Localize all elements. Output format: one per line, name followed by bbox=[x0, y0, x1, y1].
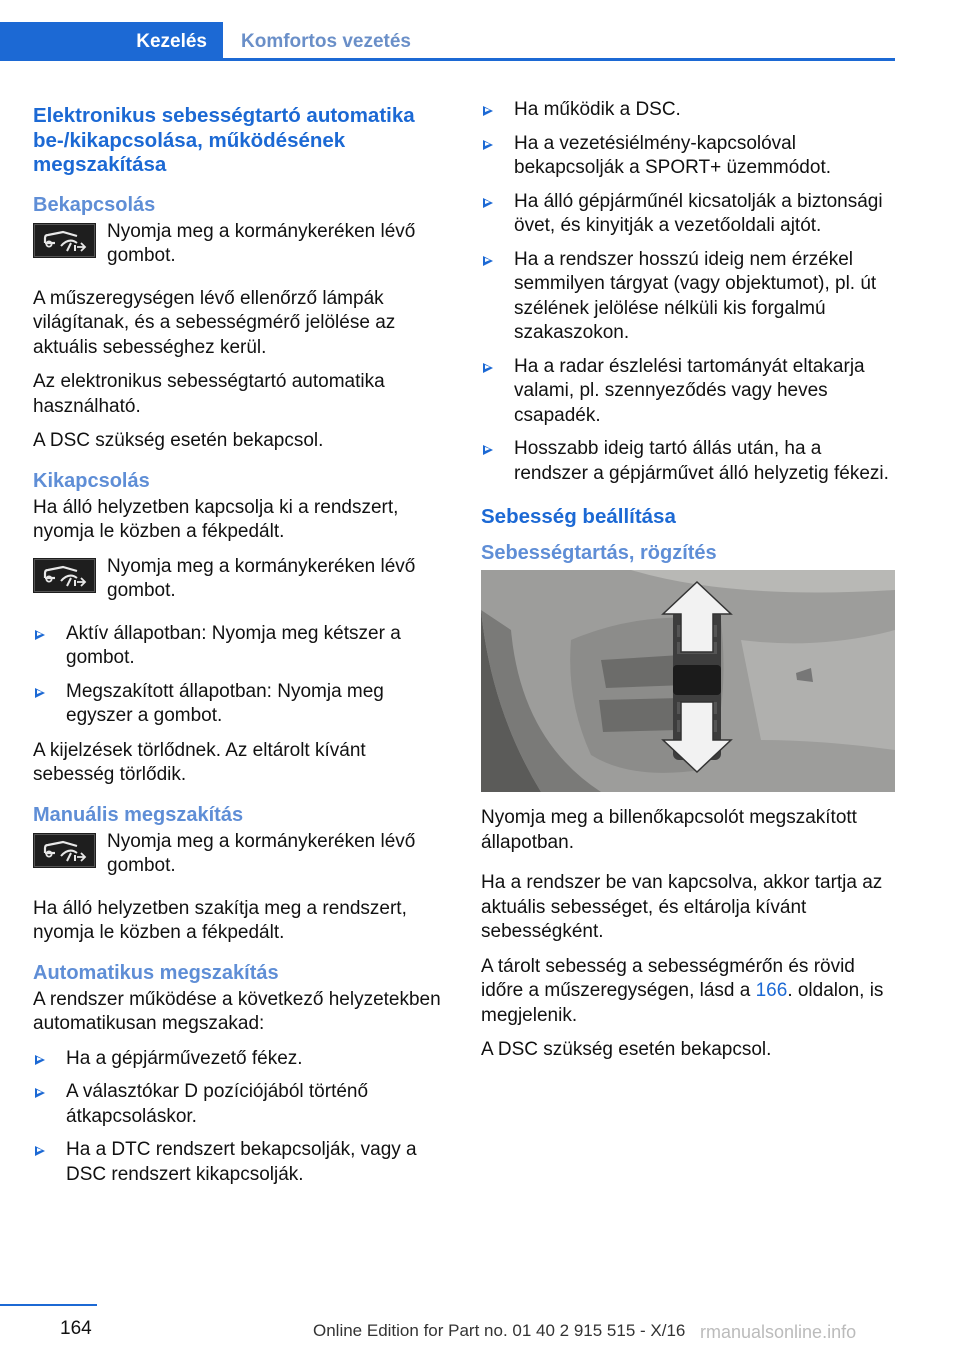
list-item: Ha a gépjárművezető fékez. bbox=[33, 1047, 448, 1072]
page-link[interactable]: 166 bbox=[755, 980, 788, 1001]
icon-instruction bbox=[33, 830, 448, 879]
triangle-bullet-icon bbox=[35, 1088, 45, 1098]
heading-kikapcsolas: Kikapcsolás bbox=[33, 469, 150, 492]
edition-text: Online Edition for Part no. 01 40 2 915 515 - X/16 bbox=[313, 1321, 686, 1340]
section-title: Elektronikus sebességtartó automatika be-/kikapcsolása, működésének megszakítása bbox=[33, 104, 415, 176]
list-item: Hosszabb ideig tartó állás után, ha a rendszer a gépjárművet álló helyzetig fékezi. bbox=[481, 437, 895, 486]
heading-sebesseg-beallitasa: Sebesség beállítása bbox=[481, 505, 676, 528]
list-item: Ha a rendszer hosszú ideig nem érzékel semmilyen tárgyat (vagy objektumot), pl. út szélének jelölése nélküli kis forgalmú szakaszokon. bbox=[481, 248, 895, 346]
icon-instruction bbox=[33, 220, 448, 269]
bullet-list bbox=[33, 622, 448, 729]
list-item: Ha a vezetésiélmény-kapcsolóval bekapcsolják a SPORT+ üzemmódot. bbox=[481, 132, 895, 181]
triangle-bullet-icon bbox=[35, 688, 45, 698]
steering-wheel-switch-photo bbox=[481, 570, 895, 792]
instruction-text: Nyomja meg a kormánykeréken lévő gombot. bbox=[107, 830, 416, 876]
triangle-bullet-icon bbox=[35, 1146, 45, 1156]
watermark: rmanualsonline.info bbox=[700, 1322, 857, 1342]
paragraph: A rendszer működése a következő helyzetekben automatikusan megszakad: bbox=[33, 988, 441, 1034]
paragraph: A kijelzések törlődnek. Az eltárolt kívánt sebesség törlődik. bbox=[33, 739, 366, 785]
list-item: Ha álló gépjárműnél kicsatolják a biztonsági övet, és kinyitják a vezetőoldali ajtót. bbox=[481, 190, 895, 239]
heading-bekapcsolas: Bekapcsolás bbox=[33, 193, 156, 216]
paragraph: A tárolt sebesség a sebességmérőn és rövid időre a műszeregységen, lásd a 166. oldalon, is megjelenik. bbox=[481, 955, 884, 1026]
triangle-bullet-icon bbox=[483, 256, 493, 266]
tab-komfortos-vezetes[interactable]: Komfortos vezetés bbox=[241, 30, 411, 52]
instruction-text: Nyomja meg a kormánykeréken lévő gombot. bbox=[107, 220, 416, 266]
bullet-list bbox=[481, 98, 895, 486]
triangle-bullet-icon bbox=[483, 140, 493, 150]
page-number: 164 bbox=[60, 1318, 92, 1339]
triangle-bullet-icon bbox=[35, 1055, 45, 1065]
heading-automatikus-megszakitas: Automatikus megszakítás bbox=[33, 961, 279, 984]
cruise-control-button-icon bbox=[33, 223, 96, 258]
bullet-list bbox=[33, 1047, 448, 1188]
heading-manualis-megszakitas: Manuális megszakítás bbox=[33, 803, 244, 826]
list-item: Ha működik a DSC. bbox=[481, 98, 895, 123]
heading-sebessegtartas-rogzites: Sebességtartás, rögzítés bbox=[481, 542, 717, 564]
triangle-bullet-icon bbox=[483, 106, 493, 116]
cruise-control-button-icon bbox=[33, 558, 96, 593]
instruction-text: Nyomja meg a kormánykeréken lévő gombot. bbox=[107, 555, 416, 601]
paragraph: A DSC szükség esetén bekapcsol. bbox=[481, 1039, 772, 1060]
triangle-bullet-icon bbox=[35, 630, 45, 640]
list-item: Ha a DTC rendszert bekapcsolják, vagy a DSC rendszert kikapcsolják. bbox=[33, 1138, 448, 1187]
list-item: A választókar D pozíciójából történő átkapcsoláskor. bbox=[33, 1080, 448, 1129]
list-item: Ha a radar észlelési tartományát eltakarja valami, pl. szennyeződés vagy heves csapadék. bbox=[481, 355, 895, 429]
paragraph: A DSC szükség esetén bekapcsol. bbox=[33, 430, 324, 451]
footer-rule bbox=[0, 1304, 97, 1306]
cruise-control-button-icon bbox=[33, 833, 96, 868]
paragraph: Ha álló helyzetben kapcsolja ki a rendszert, nyomja le közben a fékpedált. bbox=[33, 496, 399, 542]
paragraph: Ha a rendszer be van kapcsolva, akkor tartja az aktuális sebességet, és eltárolja kívánt sebességként. bbox=[481, 872, 883, 942]
icon-instruction bbox=[33, 555, 448, 604]
paragraph: A műszeregységen lévő ellenőrző lámpák világítanak, és a sebességmérő jelölése az aktuális sebességhez kerül. bbox=[33, 287, 396, 358]
list-item: Megszakított állapotban: Nyomja meg egyszer a gombot. bbox=[33, 680, 448, 729]
tab-kezeles[interactable]: Kezelés bbox=[0, 22, 223, 61]
left-column bbox=[33, 98, 448, 1197]
list-item: Aktív állapotban: Nyomja meg kétszer a gombot. bbox=[33, 622, 448, 671]
right-column bbox=[481, 98, 895, 1073]
paragraph: Ha álló helyzetben szakítja meg a rendszert, nyomja le közben a fékpedált. bbox=[33, 897, 407, 943]
paragraph: Az elektronikus sebességtartó automatika használható. bbox=[33, 371, 385, 417]
triangle-bullet-icon bbox=[483, 198, 493, 208]
triangle-bullet-icon bbox=[483, 445, 493, 455]
paragraph: Nyomja meg a billenőkapcsolót megszakított állapotban. bbox=[481, 807, 857, 853]
triangle-bullet-icon bbox=[483, 363, 493, 373]
